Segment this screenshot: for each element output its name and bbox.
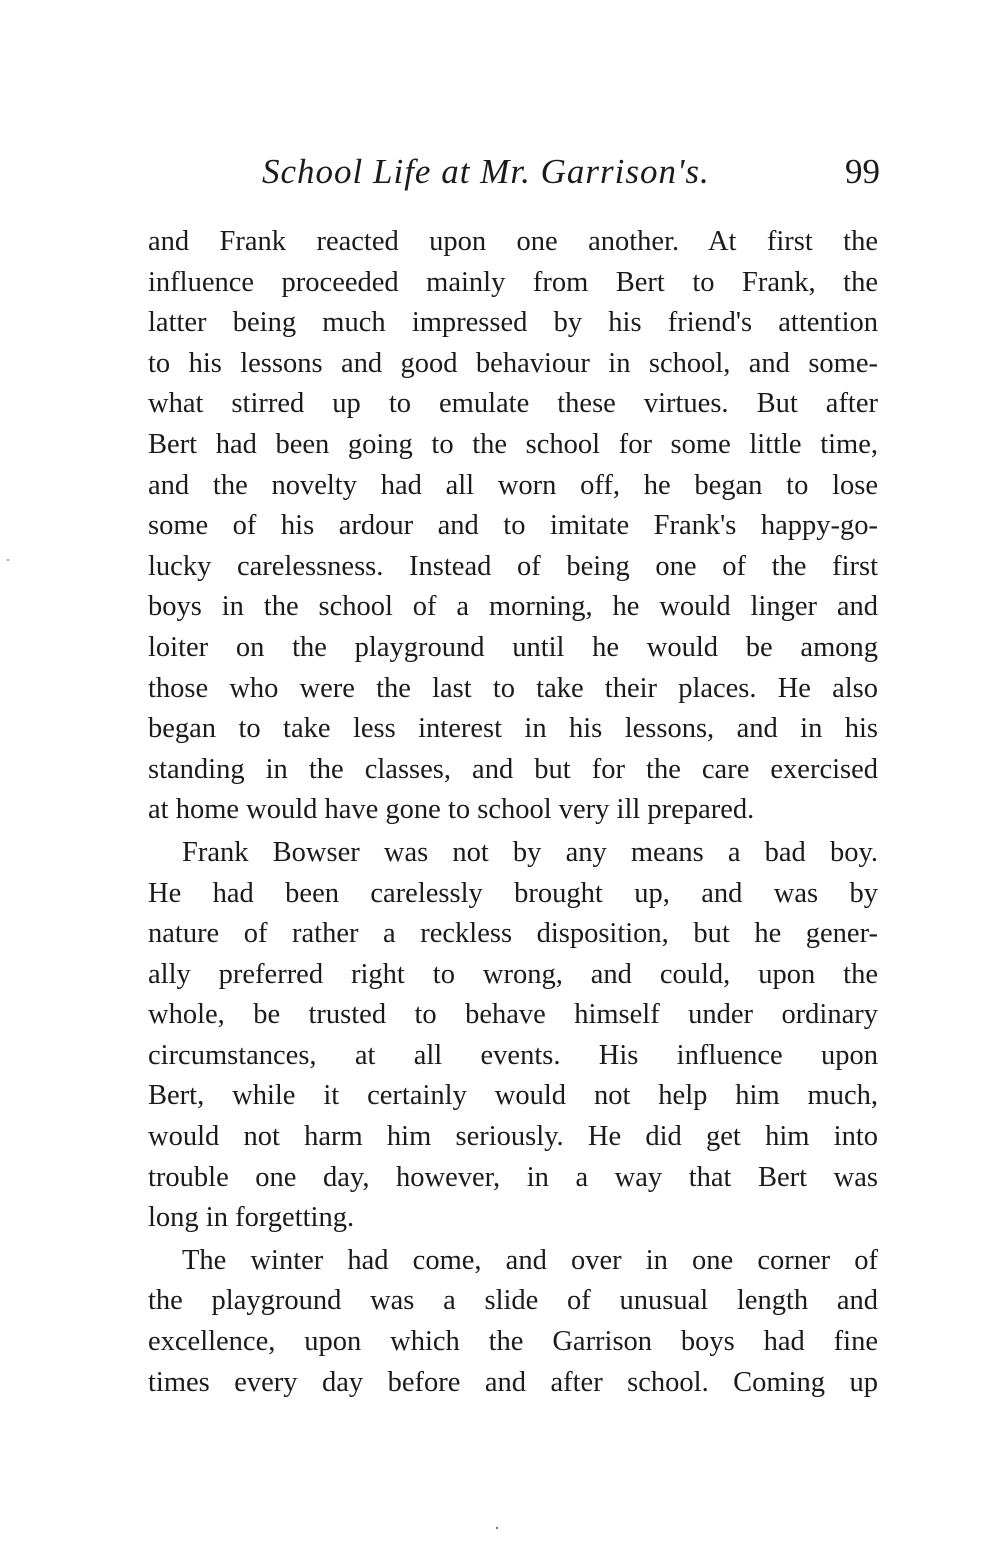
paragraph [148,833,878,1239]
text-line: the playground was a slide of unusual length and [148,1285,878,1317]
scan-speck [7,559,9,561]
text-line: He had been carelessly brought up, and was by [148,877,878,909]
text-line: whole, be trusted to behave himself under ordinary [148,999,878,1031]
running-title: School Life at Mr. Garrison's. [262,152,710,191]
text-line: excellence, upon which the Garrison boys had fine [148,1326,878,1358]
text-line: those who were the last to take their places. He also [148,672,878,704]
text-line: boys in the school of a morning, he would linger and [148,591,878,623]
text-line: ally preferred right to wrong, and could, upon the [148,958,878,990]
text-line: Bert had been going to the school for some little time, [148,428,878,460]
text-line: standing in the classes, and but for the care exercised [148,753,878,785]
text-line: Bert, while it certainly would not help him much, [148,1080,878,1112]
text-line: would not harm him seriously. He did get him into [148,1121,878,1153]
text-line: some of his ardour and to imitate Frank's happy-go- [148,510,878,542]
text-line: loiter on the playground until he would be among [148,631,878,663]
text-line: trouble one day, however, in a way that Bert was [148,1161,878,1193]
text-line: lucky carelessness. Instead of being one of the first [148,550,878,582]
text-line: nature of rather a reckless disposition, but he gener- [148,918,878,950]
page-number: 99 [845,152,880,191]
text-line: and the novelty had all worn off, he began to lose [148,469,878,501]
text-line: circumstances, at all events. His influence upon [148,1039,878,1071]
paragraph [148,1241,878,1403]
text-line: what stirred up to emulate these virtues. But after [148,388,878,420]
text-line: influence proceeded mainly from Bert to Frank, the [148,266,878,298]
text-line: times every day before and after school. Coming up [148,1366,878,1398]
text-line: The winter had come, and over in one corner of [182,1244,878,1276]
text-line: to his lessons and good behaviour in school, and some- [148,347,878,379]
text-line: at home would have gone to school very ill prepared. [148,794,755,826]
body-text [148,222,878,1403]
scan-speck [496,1527,498,1529]
text-line: began to take less interest in his lessons, and in his [148,713,878,745]
text-line: Frank Bowser was not by any means a bad boy. [182,836,878,868]
text-line: and Frank reacted upon one another. At first the [148,226,878,257]
running-head [262,152,880,202]
text-line: latter being much impressed by his friend's attention [148,307,878,339]
paragraph [148,222,878,831]
text-line: long in forgetting. [148,1202,355,1234]
